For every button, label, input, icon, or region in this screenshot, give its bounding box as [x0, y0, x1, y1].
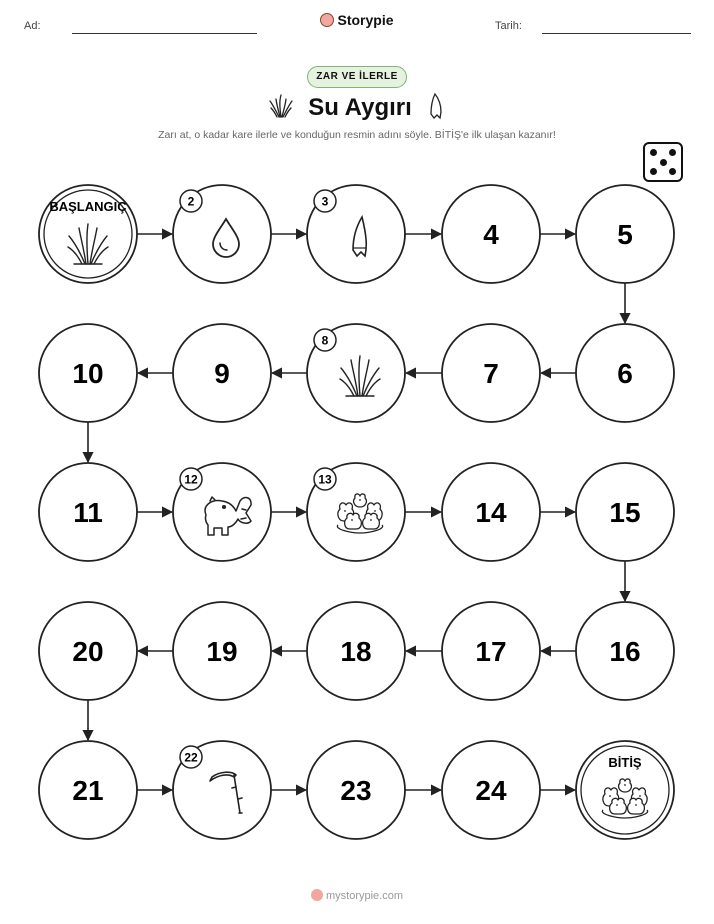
square-number: 23 [340, 775, 372, 806]
board-square-15[interactable] [576, 463, 674, 561]
board-square-9[interactable] [173, 324, 271, 422]
board-cells [39, 185, 674, 839]
square-number: 7 [483, 358, 499, 389]
number-badge-label: 2 [187, 194, 195, 209]
board-square-23[interactable] [307, 741, 405, 839]
finish-square[interactable] [576, 741, 674, 839]
square-number: 18 [340, 636, 372, 667]
date-label: Tarih: [495, 20, 522, 32]
board-square-5[interactable] [576, 185, 674, 283]
board-square-3[interactable] [307, 185, 405, 283]
board-square-14[interactable] [442, 463, 540, 561]
square-number: 10 [72, 358, 104, 389]
square-number: 19 [206, 636, 238, 667]
number-badge-label: 8 [321, 333, 329, 348]
square-number: 16 [609, 636, 641, 667]
game-type-tag: ZAR VE İLERLE [307, 66, 407, 88]
square-number: 20 [72, 636, 104, 667]
board-square-6[interactable] [576, 324, 674, 422]
board-square-12[interactable] [173, 463, 271, 561]
square-number: 21 [72, 775, 104, 806]
board-square-24[interactable] [442, 741, 540, 839]
square-number: 17 [475, 636, 507, 667]
square-number: 24 [475, 775, 507, 806]
board-square-20[interactable] [39, 602, 137, 700]
board-square-22[interactable] [173, 741, 271, 839]
board-square-8[interactable] [307, 324, 405, 422]
board-square-18[interactable] [307, 602, 405, 700]
board-square-7[interactable] [442, 324, 540, 422]
brand-name: Storypie [337, 12, 394, 28]
square-number: 11 [73, 497, 103, 528]
board-square-2[interactable] [173, 185, 271, 283]
number-badge-label: 13 [318, 472, 332, 487]
board-square-17[interactable] [442, 602, 540, 700]
name-label: Ad: [24, 20, 41, 32]
square-number: 14 [475, 497, 507, 528]
square-number: 6 [617, 358, 633, 389]
board-square-13[interactable] [307, 463, 405, 561]
board-square-21[interactable] [39, 741, 137, 839]
footer-url[interactable]: mystorypie.com [325, 890, 404, 902]
square-number: 15 [609, 497, 641, 528]
footer [0, 889, 714, 902]
square-number: 4 [483, 219, 499, 250]
title-text: Su Aygırı [308, 94, 412, 121]
number-badge-label: 22 [184, 750, 198, 765]
board-square-19[interactable] [173, 602, 271, 700]
board-square-16[interactable] [576, 602, 674, 700]
instructions: Zarı at, o kadar kare ilerle ve konduğun resmin adını söyle. BİTİŞ'e ilk ulaşan kazanır! [158, 129, 556, 141]
number-badge-label: 3 [321, 194, 329, 209]
square-number: 9 [214, 358, 230, 389]
number-badge-label: 12 [184, 472, 198, 487]
finish-label: BİTİŞ [608, 755, 642, 770]
board-square-11[interactable] [39, 463, 137, 561]
board-square-10[interactable] [39, 324, 137, 422]
board-square-4[interactable] [442, 185, 540, 283]
storypie-logo-icon [311, 889, 323, 901]
square-number: 5 [617, 219, 633, 250]
start-square[interactable] [39, 185, 137, 283]
start-label: BAŞLANGIÇ [49, 199, 127, 214]
